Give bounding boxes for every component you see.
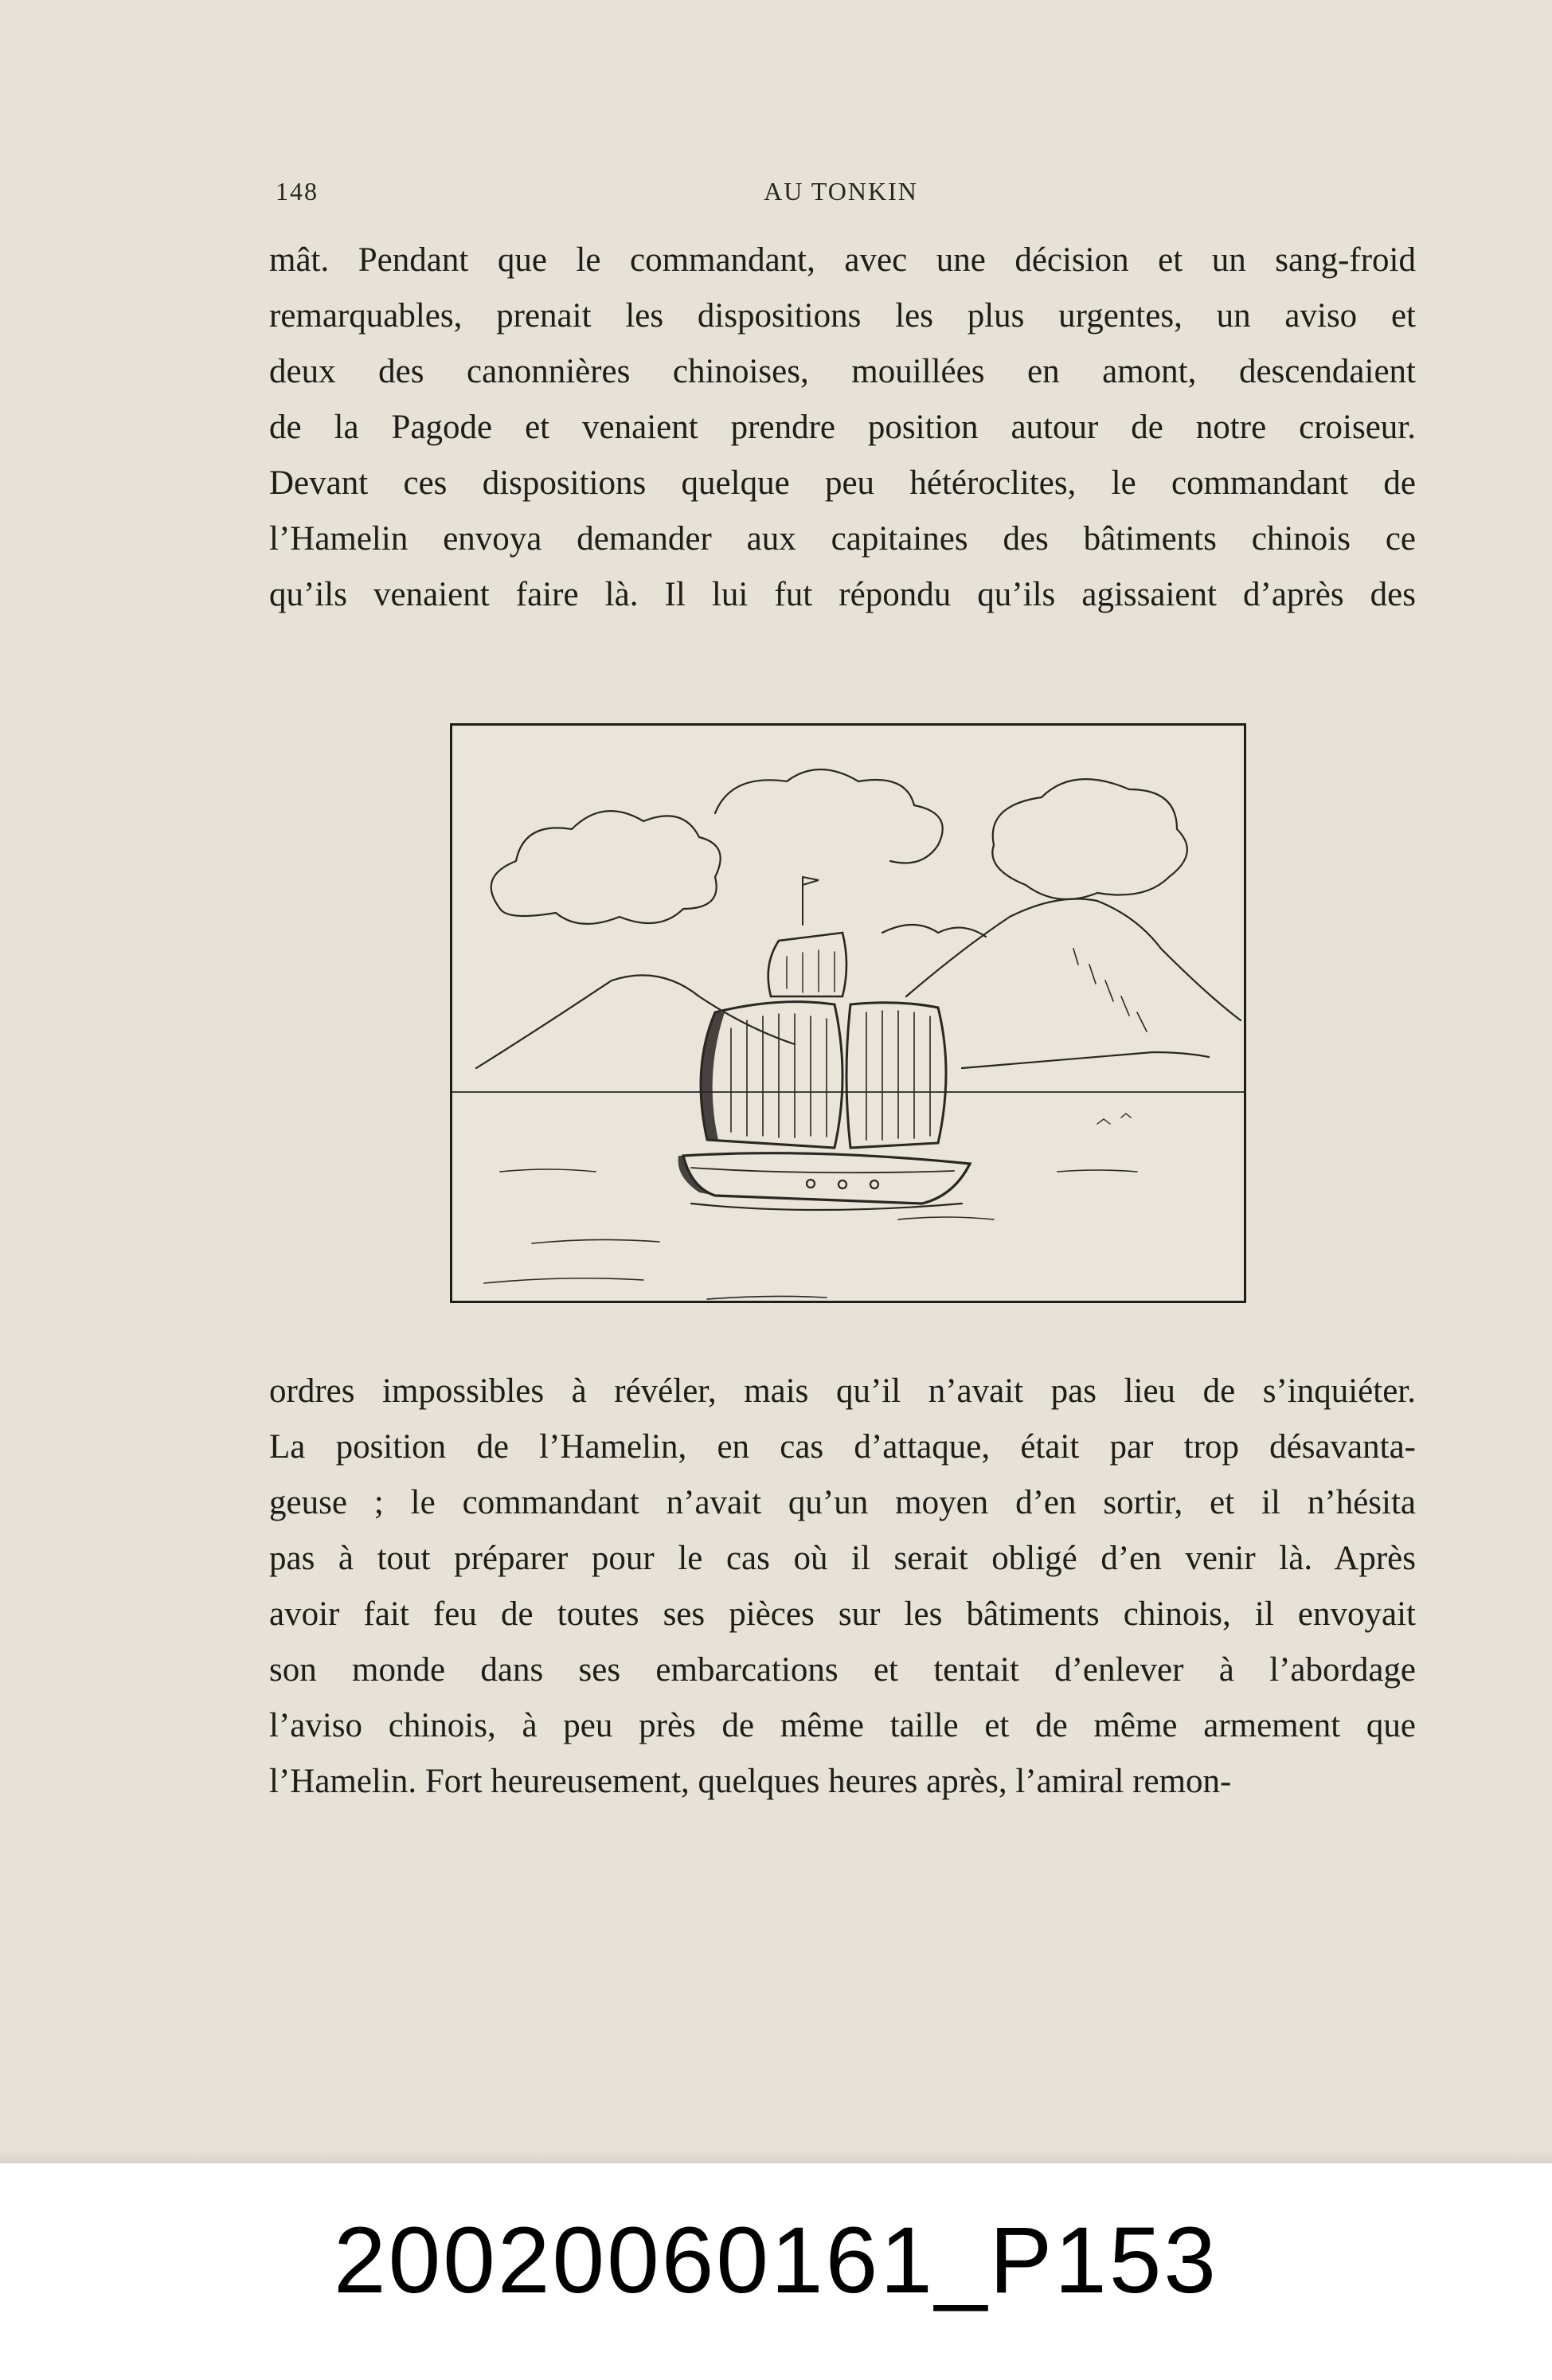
junk-ship-icon [452, 726, 1244, 1301]
catalog-id: 20020060161_P153 [333, 2208, 1219, 2313]
page-number: 148 [276, 177, 319, 206]
text-line: Devant ces dispositions quelque peu hétéroclites, le commandant de [269, 464, 1416, 502]
text-line: son monde dans ses embarcations et tentait d’enlever à l’abordage [269, 1651, 1416, 1689]
text-line: mât. Pendant que le commandant, avec une décision et un sang-froid [269, 241, 1416, 279]
paragraph-after-illustration [269, 1364, 1416, 1810]
text-line: avoir fait feu de toutes ses pièces sur les bâtiments chinois, il envoyait [269, 1595, 1416, 1633]
text-line: remarquables, prenait les dispositions les plus urgentes, un aviso et [269, 297, 1416, 335]
text-line: La position de l’Hamelin, en cas d’attaque, était par trop désavanta- [269, 1428, 1416, 1466]
text-line: deux des canonnières chinoises, mouillées en amont, descendaient [269, 353, 1416, 390]
ship-illustration [450, 723, 1246, 1303]
text-line: qu’ils venaient faire là. Il lui fut répondu qu’ils agissaient d’après des [269, 576, 1416, 613]
text-line: l’Hamelin. Fort heureusement, quelques heures après, l’amiral remon- [269, 1763, 1232, 1800]
page-edge [0, 2151, 1552, 2163]
running-title: AU TONKIN [764, 177, 918, 206]
text-line: geuse ; le commandant n’avait qu’un moyen d’en sortir, et il n’hésita [269, 1484, 1416, 1521]
text-line: l’aviso chinois, à peu près de même taille et de même armement que [269, 1707, 1416, 1744]
text-line: ordres impossibles à révéler, mais qu’il n’avait pas lieu de s’inquiéter. [269, 1372, 1416, 1410]
text-line: l’Hamelin envoya demander aux capitaines des bâtiments chinois ce [269, 520, 1416, 558]
paragraph-before-illustration [269, 233, 1416, 623]
text-line: pas à tout préparer pour le cas où il serait obligé d’en venir là. Après [269, 1540, 1416, 1577]
text-line: de la Pagode et venaient prendre position autour de notre croiseur. [269, 409, 1416, 446]
running-head [268, 177, 1414, 209]
